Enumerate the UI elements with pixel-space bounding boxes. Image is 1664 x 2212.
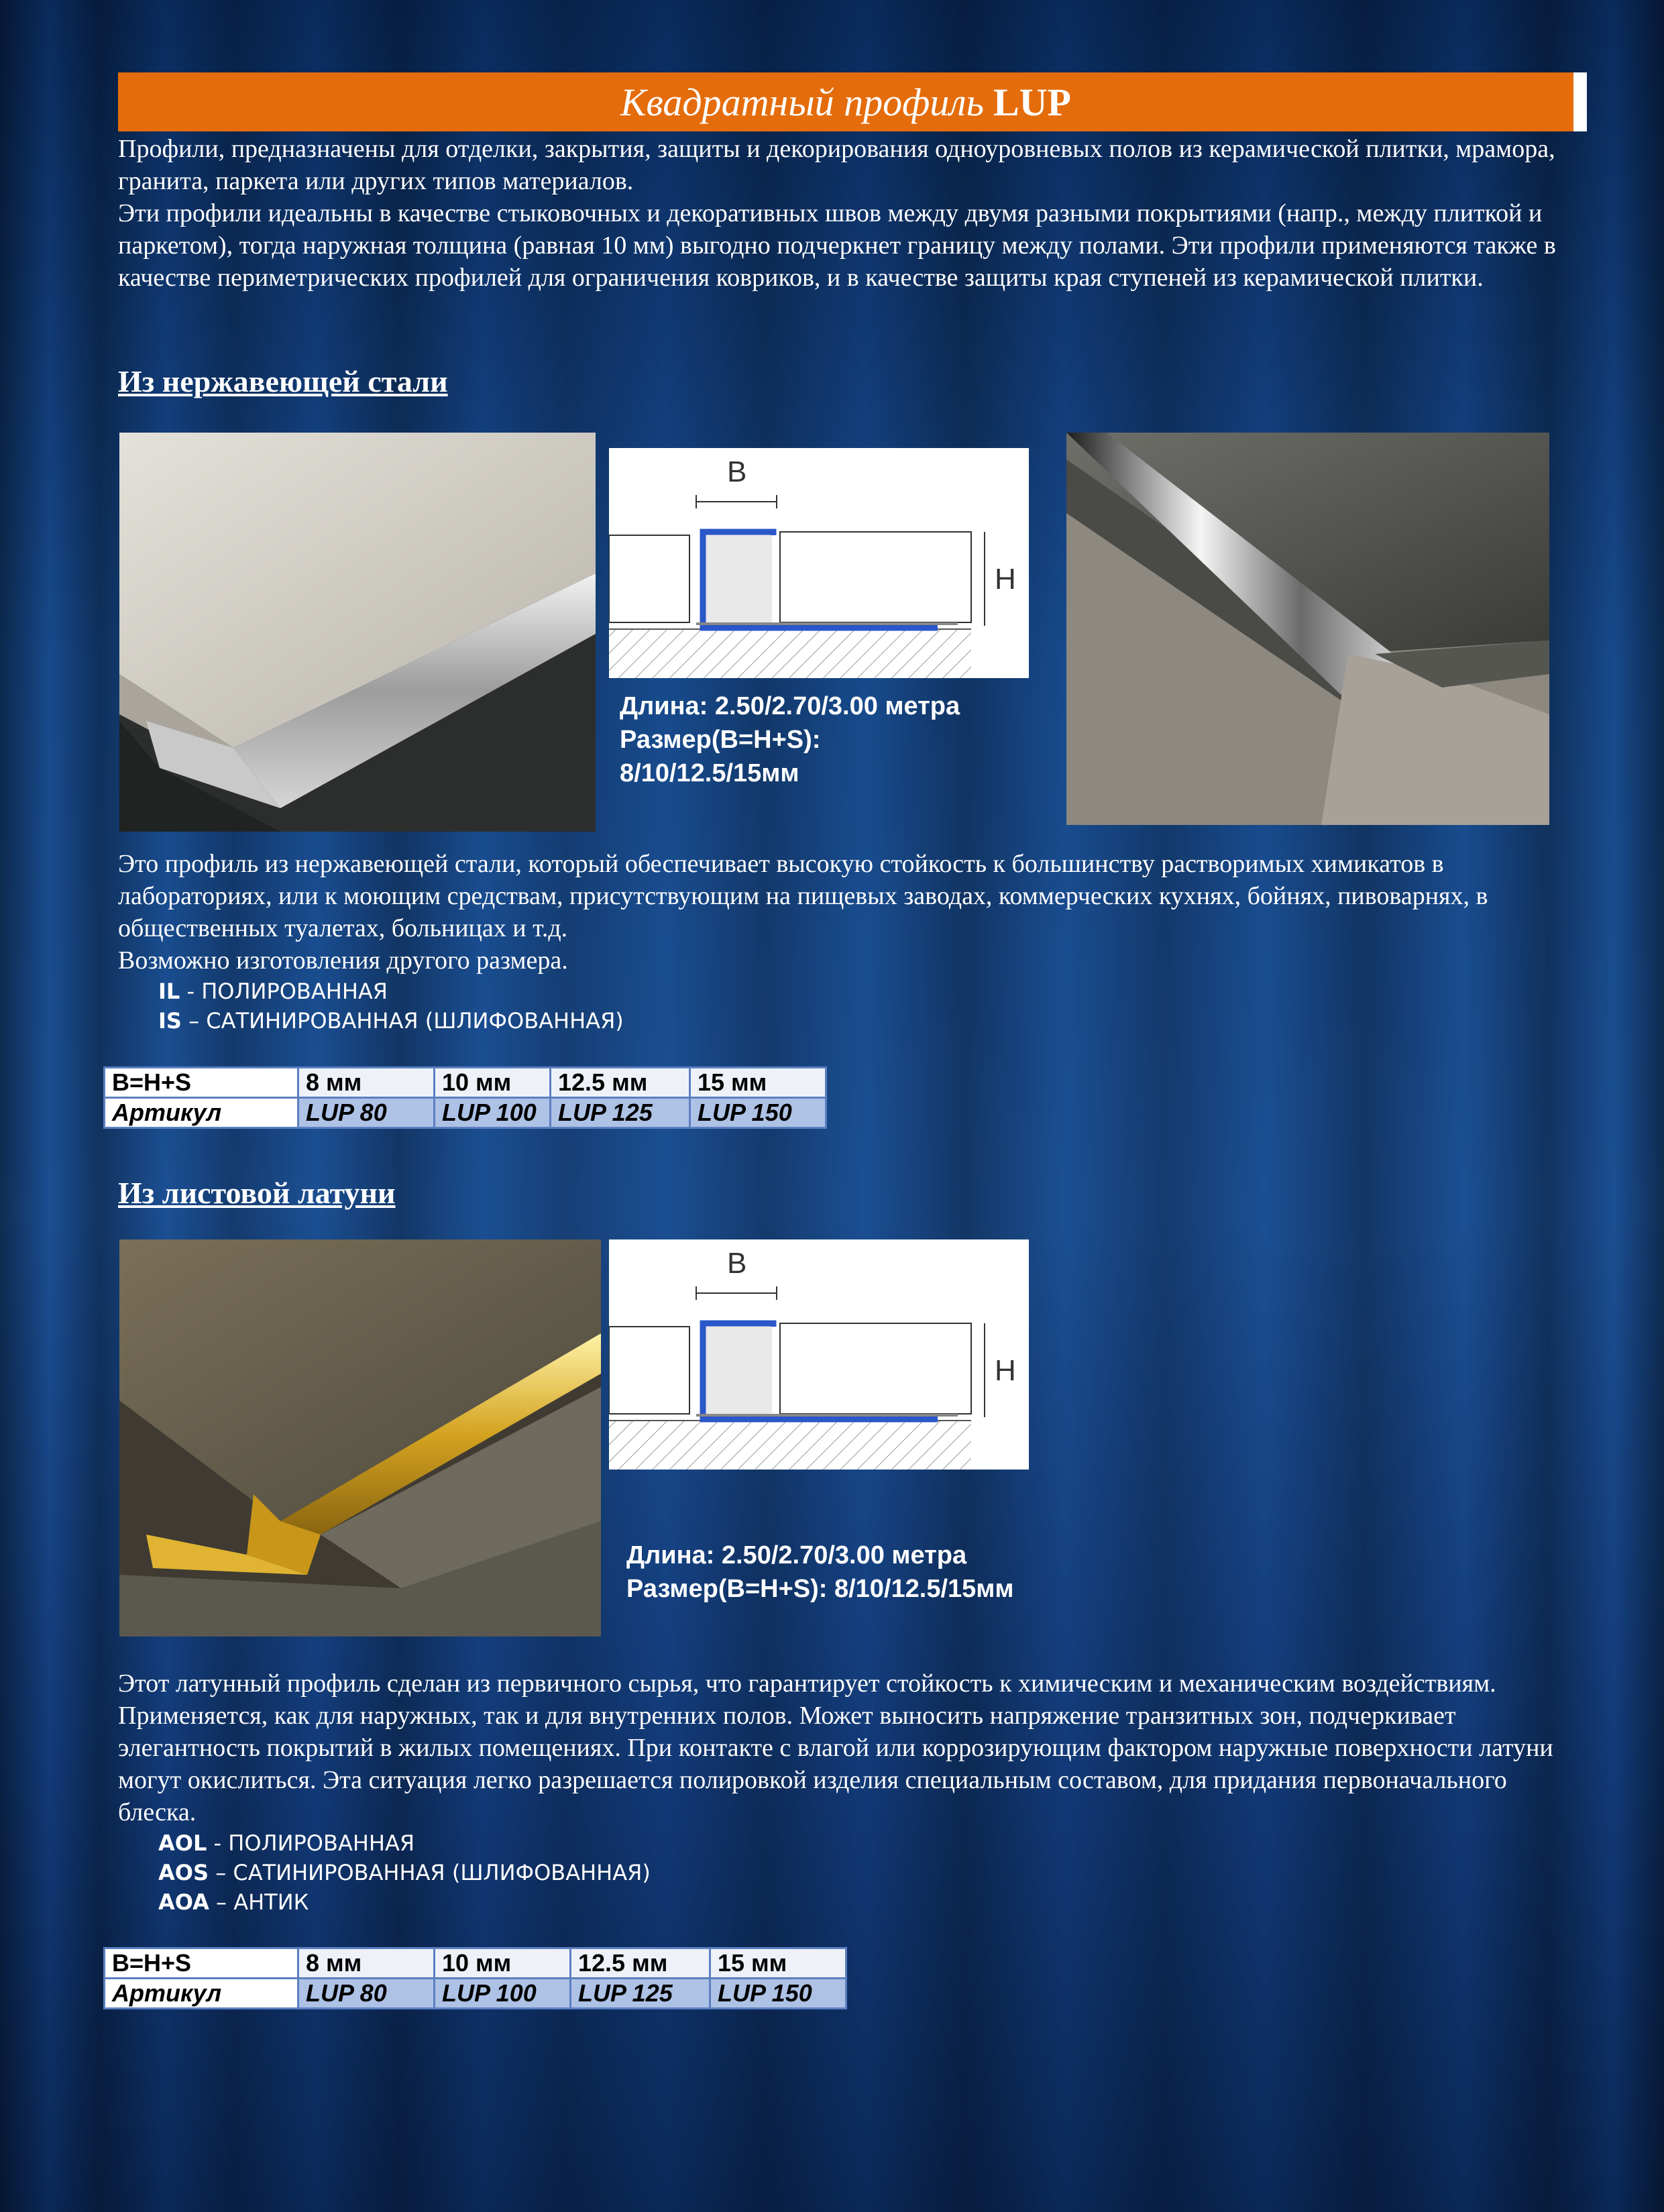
finish-item [158,1858,651,1887]
steel-profile-diagram [609,448,1029,678]
steel-description-text: Это профиль из нержавеющей стали, который обеспечивает высокую стойкость к большинству растворимых химикатов в лабораториях, или к моющим средствам, присутствующим на пищевых заводах, коммерческих кухнях, бойнях, пивоварнях, в общественных туалетах, больницах и т.д. [118,850,1488,942]
finish-code: AOS [158,1860,209,1885]
finish-sep: – [181,1008,207,1034]
size-cell: 10 мм [435,1068,551,1098]
finish-item [158,1887,651,1917]
finish-code: AOL [158,1830,207,1856]
article-cell: LUP 80 [298,1098,435,1128]
size-cell: 15 мм [690,1068,826,1098]
finish-sep: – [209,1889,234,1915]
steel-profile-photo-left [119,433,596,832]
finish-code: AOA [158,1889,209,1915]
intro-paragraph-1: Профили, предназначены для отделки, закрытия, защиты и декорирования одноуровневых полов из керамической плитки, мрамора, гранита, паркета или других типов материалов. [118,135,1555,195]
title-bold: LUP [993,80,1071,124]
row-label: B=H+S [105,1948,298,1979]
size-cell: 12.5 мм [571,1948,710,1979]
table-row [105,1098,826,1128]
finish-code: IS [158,1008,182,1034]
table-row [105,1068,826,1098]
brass-profile-photo [119,1239,601,1637]
row-label: Артикул [105,1979,298,2009]
finish-name: ПОЛИРОВАННАЯ [228,1830,415,1856]
row-label: B=H+S [105,1068,298,1098]
finish-sep: – [209,1860,233,1885]
steel-article-table [103,1066,827,1129]
steel-finishes [158,977,624,1036]
finish-name: САТИНИРОВАННАЯ (ШЛИФОВАННАЯ) [233,1860,651,1885]
article-cell: LUP 125 [551,1098,690,1128]
finish-name: АНТИК [233,1889,309,1915]
intro-paragraph-2: Эти профили идеальны в качестве стыковочных и декоративных швов между двумя разными покрытиями (напр., между плиткой и паркетом), тогда наружная толщина (равная 10 мм) выгодно подчеркнет границу между полами. Эти профили применяются также в качестве периметрических профилей для ограничения ковриков, и в качестве защиты края ступеней из керамической плитки. [118,199,1556,292]
steel-size-values: 8/10/12.5/15мм [620,759,799,787]
steel-spec [620,689,960,790]
steel-size-label: Размер(B=H+S): [620,726,821,754]
brass-length: Длина: 2.50/2.70/3.00 метра [626,1541,967,1569]
page-title [118,72,1573,131]
section-title-brass: Из листовой латуни [118,1176,396,1210]
table-row [105,1979,846,2009]
size-cell: 8 мм [298,1948,435,1979]
size-cell: 15 мм [710,1948,846,1979]
brass-article-table [103,1947,847,2009]
diagram-label-b: B [727,1247,747,1280]
section-title-steel: Из нержавеющей стали [118,364,448,398]
article-cell: LUP 80 [298,1979,435,2009]
article-cell: LUP 150 [710,1979,846,2009]
title-italic: Квадратный профиль [620,80,984,124]
brass-profile-diagram [609,1239,1029,1470]
steel-description [118,848,1580,977]
brass-description-text: Этот латунный профиль сделан из первичного сырья, что гарантирует стойкость к химическим и механическим воздействиям. Применяется, как для наружных, так и для внутренних полов. Может выносить напряжение транзитных зон, подчеркивает элегантность покрытий в жилых помещениях. При контакте с влагой или коррозирующим фактором наружные поверхности латуни могут окислиться. Эта ситуация легко разрешается полировкой изделия специальным составом, для придания первоначального блеска. [118,1669,1553,1826]
finish-name: САТИНИРОВАННАЯ (ШЛИФОВАННАЯ) [206,1008,624,1034]
size-cell: 8 мм [298,1068,435,1098]
finish-sep: - [207,1830,229,1856]
size-cell: 10 мм [435,1948,571,1979]
finish-code: IL [158,979,180,1004]
diagram-label-b: B [727,455,747,488]
finish-item [158,1828,651,1858]
steel-custom-note: Возможно изготовления другого размера. [118,946,568,975]
finish-item [158,1006,624,1036]
finish-sep: - [180,979,202,1004]
steel-length: Длина: 2.50/2.70/3.00 метра [620,692,960,720]
brass-spec [626,1539,1014,1606]
article-cell: LUP 100 [435,1098,551,1128]
finish-item [158,977,624,1006]
diagram-label-h: H [995,563,1016,596]
brass-finishes [158,1828,651,1917]
steel-profile-photo-right [1066,433,1549,825]
size-cell: 12.5 мм [551,1068,690,1098]
article-cell: LUP 100 [435,1979,571,2009]
brass-description [118,1667,1580,1828]
row-label: Артикул [105,1098,298,1128]
intro-text [118,133,1580,294]
finish-name: ПОЛИРОВАННАЯ [201,979,388,1004]
article-cell: LUP 150 [690,1098,826,1128]
brass-size: Размер(B=H+S): 8/10/12.5/15мм [626,1575,1014,1603]
title-edge-accent [1573,72,1587,131]
article-cell: LUP 125 [571,1979,710,2009]
table-row [105,1948,846,1979]
diagram-label-h: H [995,1354,1016,1387]
